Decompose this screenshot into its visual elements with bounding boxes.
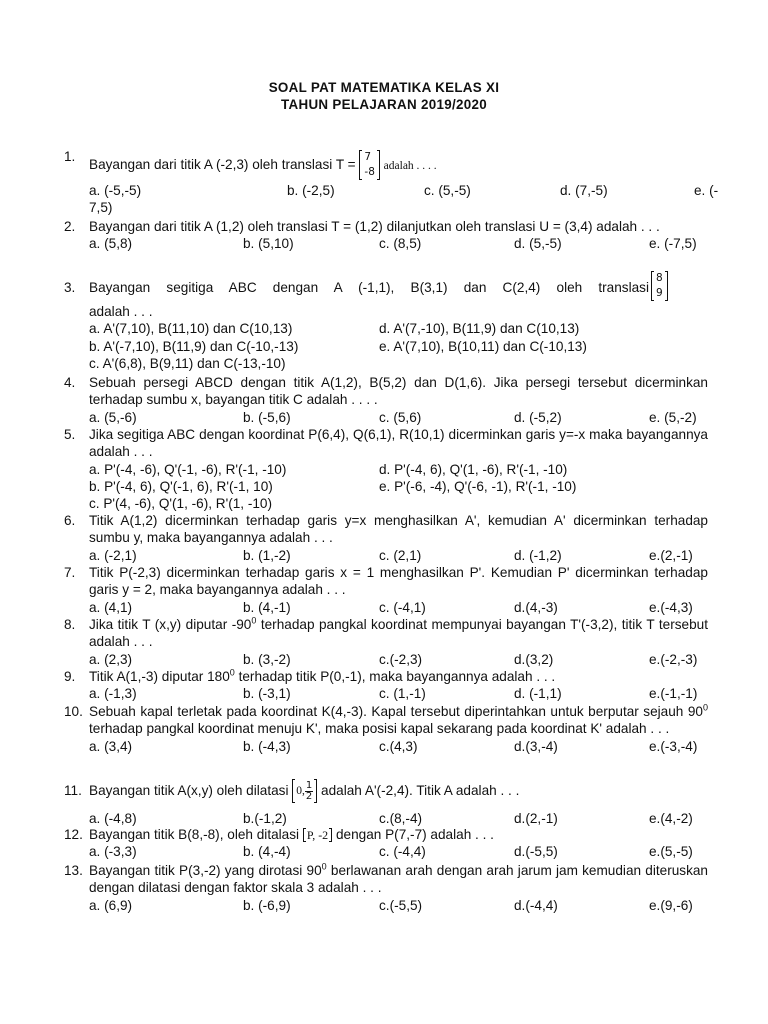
options-row bbox=[89, 355, 708, 372]
options-row bbox=[89, 320, 708, 337]
option-c: c.(8,-4) bbox=[379, 811, 423, 826]
option-d: d. (7,-5) bbox=[560, 183, 608, 198]
question-2 bbox=[64, 218, 708, 253]
question-number: 12. bbox=[64, 827, 83, 842]
question-text: Bayangan titik B(8,-8), oleh ditalasi bbox=[89, 827, 300, 842]
option-c: c.(-2,3) bbox=[379, 651, 423, 667]
option-d: d. (5,-5) bbox=[514, 236, 562, 252]
option-a: a. (-4,8) bbox=[89, 811, 137, 826]
option-b: b. (4,-4) bbox=[243, 844, 291, 860]
option-e: e.(-4,3) bbox=[649, 599, 693, 615]
question-12 bbox=[64, 826, 708, 861]
question-9 bbox=[64, 668, 708, 703]
question-text: Titik P(-2,3) dicerminkan terhadap garis x = 1 menghasilkan P'. Kemudian P' dicerminkan terhadap garis y = 2, maka bayangannya adalah . . . bbox=[89, 565, 708, 598]
question-number: 13. bbox=[64, 863, 83, 878]
question-11 bbox=[64, 776, 708, 827]
question-text: Jika titik T (x,y) diputar $-90^0$ terhadap pangkal koordinat mempunyai bayangan T'(-3,2), titik T tersebut adalah . . . bbox=[89, 615, 708, 650]
question-text: Bayangan dari titik A (1,2) oleh translasi T = (1,2) dilanjutkan oleh translasi U = (3,4) adalah . . . bbox=[89, 219, 660, 234]
option-a: a. (2,3) bbox=[89, 651, 133, 667]
question-8 bbox=[64, 616, 708, 668]
option-c: c. (8,5) bbox=[379, 236, 422, 252]
option-e: e. (5,-2) bbox=[649, 409, 697, 425]
option-b: b. (-6,9) bbox=[243, 897, 291, 913]
option-d: d. A'(7,-10), B(11,9) dan C(10,13) bbox=[379, 321, 580, 337]
options-row bbox=[89, 897, 708, 914]
option-e: e. P'(-6, -4), Q'(-6, -1), R'(-1, -10) bbox=[379, 478, 577, 494]
question-number: 10. bbox=[64, 704, 83, 719]
question-number: 1. bbox=[64, 149, 76, 164]
question-text-end: adalah . . . bbox=[89, 304, 153, 319]
question-number: 5. bbox=[64, 427, 76, 442]
options-row bbox=[89, 478, 708, 495]
option-c: c. (2,1) bbox=[379, 547, 422, 563]
option-d: d.(4,-3) bbox=[514, 599, 558, 615]
option-c: c. (-4,1) bbox=[379, 599, 426, 615]
question-text: Bayangan segitiga ABC dengan A (-1,1), B(3,1) dan C(2,4) oleh translasi bbox=[89, 280, 649, 295]
question-10 bbox=[64, 703, 708, 755]
question-7 bbox=[64, 564, 708, 616]
options-row bbox=[89, 599, 708, 616]
options-wrap: 7,5) bbox=[89, 200, 113, 216]
options-row bbox=[89, 495, 708, 512]
question-text: Titik A(1,2) dicerminkan terhadap garis y=x menghasilkan A', kemudian A' dicerminkan terhadap sumbu y, maka bayangannya adalah . . . bbox=[89, 513, 708, 546]
option-b: b. (-3,1) bbox=[243, 686, 291, 702]
options-row bbox=[89, 547, 708, 564]
page-subtitle: TAHUN PELAJARAN 2019/2020 bbox=[281, 97, 487, 112]
option-d: d. (-5,2) bbox=[514, 409, 562, 425]
question-text: Bayangan titik P(3,-2) yang dirotasi $90^0$ berlawanan arah dengan arah jarum jam kemudian diteruskan dengan dilatasi dengan faktor skala 3 adalah . . . bbox=[89, 861, 708, 896]
option-a: a. (4,1) bbox=[89, 599, 133, 615]
translation-matrix: 8 9 bbox=[651, 271, 668, 301]
question-number: 4. bbox=[64, 375, 76, 390]
question-4 bbox=[64, 374, 708, 426]
options-row bbox=[89, 651, 708, 668]
question-text: Titik A(1,-3) diputar $180^0$ terhadap titik P(0,-1), maka bayangannya adalah . . . bbox=[89, 667, 556, 684]
question-text-end: adalah A'(-2,4). Titik A adalah . . . bbox=[321, 783, 520, 798]
option-e: e.(-2,-3) bbox=[649, 651, 698, 667]
question-text: Bayangan titik A(x,y) oleh dilatasi bbox=[89, 783, 289, 798]
option-c: c. (1,-1) bbox=[379, 686, 426, 702]
option-e: e. (-7,5) bbox=[649, 236, 697, 252]
option-a: a. (5,-6) bbox=[89, 409, 137, 425]
options-row bbox=[89, 461, 708, 478]
option-b: b. (-2,5) bbox=[287, 183, 335, 198]
option-e: e.(-1,-1) bbox=[649, 686, 698, 702]
option-c: c. A'(6,8), B(9,11) dan C(-13,-10) bbox=[89, 355, 286, 371]
fraction: $\frac{1}{2}$ bbox=[305, 779, 313, 802]
option-d: d. P'(-4, 6), Q'(1, -6), R'(-1, -10) bbox=[379, 461, 568, 477]
option-a: a. (-1,3) bbox=[89, 686, 137, 702]
option-e: e. (- bbox=[694, 183, 719, 198]
options-row bbox=[89, 810, 708, 827]
option-a: a. (6,9) bbox=[89, 897, 133, 913]
question-text-end: adalah . . . . bbox=[383, 160, 437, 172]
option-b: b. (-4,3) bbox=[243, 738, 291, 754]
option-d: d.(3,-4) bbox=[514, 738, 558, 754]
option-d: d.(-4,4) bbox=[514, 897, 558, 913]
option-b: b. A'(-7,10), B(11,9) dan C(-10,-13) bbox=[89, 338, 299, 354]
option-c: c. P'(4, -6), Q'(1, -6), R'(1, -10) bbox=[89, 496, 273, 512]
option-a: a. (5,8) bbox=[89, 236, 133, 252]
options-row bbox=[89, 338, 708, 355]
option-c: c.(4,3) bbox=[379, 738, 418, 754]
question-1 bbox=[64, 148, 719, 217]
option-c: c.(-5,5) bbox=[379, 897, 423, 913]
page-title: SOAL PAT MATEMATIKA KELAS XI bbox=[268, 80, 500, 95]
question-number: 11. bbox=[64, 783, 82, 798]
options-row bbox=[89, 409, 708, 426]
option-e: e.(2,-1) bbox=[649, 547, 693, 563]
option-a: a. (-2,1) bbox=[89, 547, 137, 563]
question-3 bbox=[64, 271, 708, 372]
option-e: e. A'(7,10), B(10,11) dan C(-10,13) bbox=[379, 338, 587, 354]
option-a: a. P'(-4, -6), Q'(-1, -6), R'(-1, -10) bbox=[89, 461, 287, 477]
options-row bbox=[89, 738, 708, 755]
option-c: c. (5,6) bbox=[379, 409, 422, 425]
option-d: d. (-1,2) bbox=[514, 547, 562, 563]
option-c: c. (-4,4) bbox=[379, 844, 426, 860]
option-c: c. (5,-5) bbox=[424, 183, 471, 198]
question-5 bbox=[64, 426, 708, 512]
question-text: Sebuah kapal terletak pada koordinat K(4,-3). Kapal tersebut diperintahkan untuk berputar sejauh $90^0$ terhadap pangkal koordinat menuju K', maka posisi kapal sekarang pada koordinat K' adalah . . . bbox=[89, 702, 708, 737]
question-text: Jika segitiga ABC dengan koordinat P(6,4), Q(6,1), R(10,1) dicerminkan garis y=-x maka bayangannya adalah . . . bbox=[89, 427, 708, 460]
option-b: b.(-1,2) bbox=[243, 811, 287, 826]
option-b: b. (5,10) bbox=[243, 236, 294, 252]
question-text-end: dengan P(7,-7) adalah . . . bbox=[335, 827, 494, 842]
option-d: d. (-1,1) bbox=[514, 686, 562, 702]
option-a: a. (3,4) bbox=[89, 738, 133, 754]
option-b: b. P'(-4, 6), Q'(-1, 6), R'(-1, 10) bbox=[89, 478, 273, 494]
question-number: 3. bbox=[64, 280, 76, 295]
option-a: a. (-5,-5) bbox=[89, 183, 142, 198]
option-d: d.(2,-1) bbox=[514, 811, 558, 826]
question-13 bbox=[64, 862, 708, 914]
option-b: b. (4,-1) bbox=[243, 599, 291, 615]
options-row bbox=[89, 235, 708, 252]
option-d: d.(3,2) bbox=[514, 651, 554, 667]
option-d: d.(-5,5) bbox=[514, 844, 558, 860]
option-e: e.(-3,-4) bbox=[649, 738, 698, 754]
options-row bbox=[89, 685, 708, 702]
question-text: Sebuah persegi ABCD dengan titik A(1,2), B(5,2) dan D(1,6). Jika persegi tersebut dicerminkan terhadap sumbu x, bayangan titik C adalah . . . . bbox=[89, 375, 708, 408]
options-row bbox=[89, 843, 708, 860]
question-number: 7. bbox=[64, 565, 76, 580]
option-e: e.(9,-6) bbox=[649, 897, 693, 913]
option-a: a. (-3,3) bbox=[89, 844, 137, 860]
option-b: b. (3,-2) bbox=[243, 651, 291, 667]
question-text: Bayangan dari titik A (-2,3) oleh translasi T = bbox=[89, 157, 356, 172]
question-number: 9. bbox=[64, 669, 76, 684]
dilation-matrix: P, -2 bbox=[303, 828, 332, 842]
option-e: e.(5,-5) bbox=[649, 844, 693, 860]
translation-matrix: 7 -8 bbox=[359, 150, 379, 180]
question-number: 2. bbox=[64, 219, 76, 234]
option-b: b. (1,-2) bbox=[243, 547, 291, 563]
question-6 bbox=[64, 512, 708, 564]
question-number: 6. bbox=[64, 513, 76, 528]
options-row bbox=[89, 182, 719, 199]
option-e: e.(4,-2) bbox=[649, 811, 693, 826]
dilation-matrix: 0, $\frac{1}{2}$ bbox=[292, 779, 317, 803]
question-number: 8. bbox=[64, 617, 76, 632]
option-a: a. A'(7,10), B(11,10) dan C(10,13) bbox=[89, 321, 293, 337]
option-b: b. (-5,6) bbox=[243, 409, 291, 425]
